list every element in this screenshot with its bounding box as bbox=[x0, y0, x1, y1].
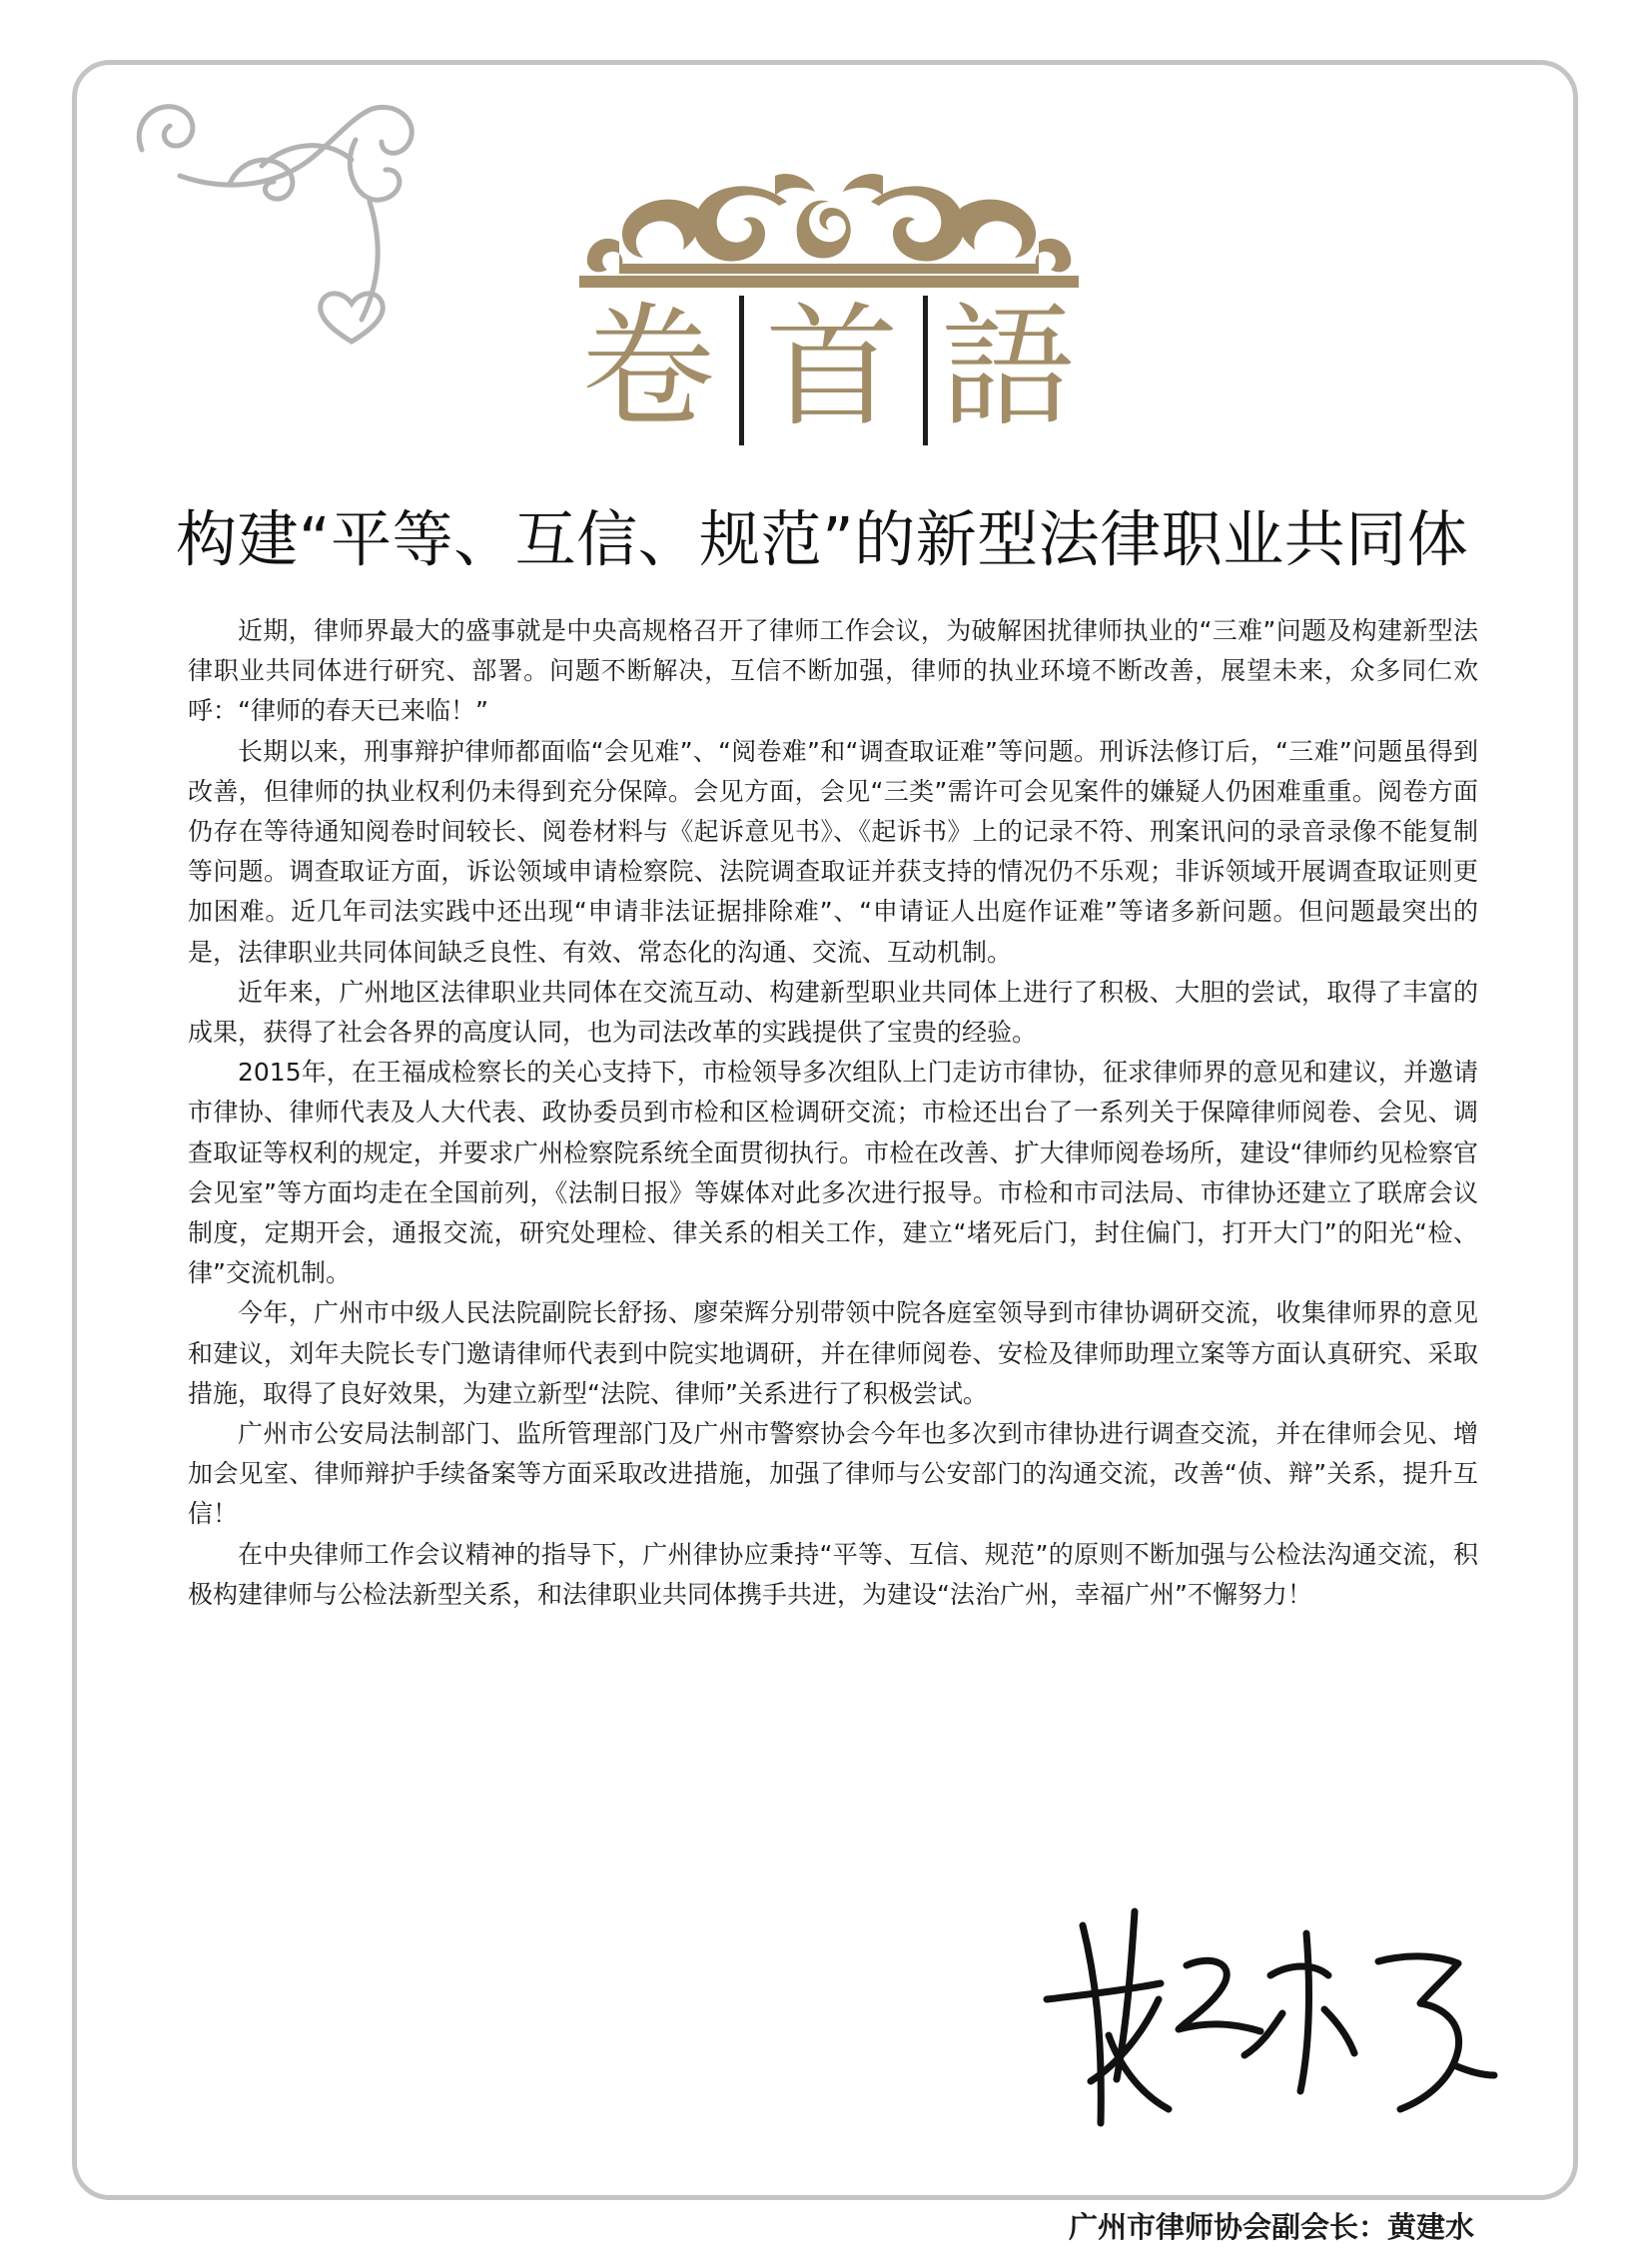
section-title-char: 卷 bbox=[581, 290, 716, 445]
crest-ornament-icon bbox=[579, 172, 1079, 290]
handwritten-signature bbox=[1039, 1903, 1498, 2143]
section-title bbox=[565, 290, 1093, 447]
article-headline: 构建“平等、互信、规范”的新型法律职业共同体 bbox=[176, 504, 1469, 575]
signer-title: 广州市律师协会副会长：黄建水 bbox=[1068, 2210, 1474, 2244]
article-body bbox=[188, 611, 1478, 1615]
body-paragraph: 在中央律师工作会议精神的指导下，广州律协应秉持“平等、互信、规范”的原则不断加强与公检法沟通交流，积极构建律师与公检法新型关系，和法律职业共同体携手共进，为建设“法治广州，幸福广州”不懈努力！ bbox=[188, 1539, 1478, 1609]
crest-underline-bar bbox=[579, 276, 1079, 288]
title-divider bbox=[739, 296, 744, 445]
body-paragraph: 近期，律师界最大的盛事就是中央高规格召开了律师工作会议，为破解困扰律师执业的“三难”问题及构建新型法律职业共同体进行研究、部署。问题不断解决，互信不断加强，律师的执业环境不断改善，展望未来，众多同仁欢呼：“律师的春天已来临！” bbox=[188, 616, 1478, 726]
body-paragraph: 广州市公安局法制部门、监所管理部门及广州市警察协会今年也多次到市律协进行调查交流，并在律师会见、增加会见室、律师辩护手续备案等方面采取改进措施，加强了律师与公安部门的沟通交流，改善“侦、辩”关系，提升互信！ bbox=[188, 1419, 1478, 1529]
body-paragraph: 今年，广州市中级人民法院副院长舒扬、廖荣辉分别带领中院各庭室领导到市律协调研交流，收集律师界的意见和建议，刘年夫院长专门邀请律师代表到中院实地调研，并在律师阅卷、安检及律师助理立案等方面认真研究、采取措施，取得了良好效果，为建立新型“法院、律师”关系进行了积极尝试。 bbox=[188, 1298, 1478, 1408]
section-title-char: 語 bbox=[941, 290, 1076, 445]
body-paragraph: 近年来，广州地区法律职业共同体在交流互动、构建新型职业共同体上进行了积极、大胆的尝试，取得了丰富的成果，获得了社会各界的高度认同，也为司法改革的实践提供了宝贵的经验。 bbox=[188, 977, 1478, 1048]
body-paragraph: 2015年，在王福成检察长的关心支持下，市检领导多次组队上门走访市律协，征求律师界的意见和建议，并邀请市律协、律师代表及人大代表、政协委员到市检和区检调研交流；市检还出台了一系列关于保障律师阅卷、会见、调查取证等权利的规定，并要求广州检察院系统全面贯彻执行。市检在改善、扩大律师阅卷场所，建设“律师约见检察官会见室”等方面均走在全国前列，《法制日报》等媒体对此多次进行报导。市检和市司法局、市律协还建立了联席会议制度，定期开会，通报交流，研究处理检、律关系的相关工作，建立“堵死后门，封住偏门，打开大门”的阳光“检、律”交流机制。 bbox=[188, 1058, 1478, 1288]
body-paragraph: 长期以来，刑事辩护律师都面临“会见难”、“阅卷难”和“调查取证难”等问题。刑诉法修订后，“三难”问题虽得到改善，但律师的执业权利仍未得到充分保障。会见方面，会见“三类”需许可会见案件的嫌疑人仍困难重重。阅卷方面仍存在等待通知阅卷时间较长、阅卷材料与《起诉意见书》、《起诉书》上的记录不符、刑案讯问的录音录像不能复制等问题。调查取证方面，诉讼领域申请检察院、法院调查取证并获支持的情况仍不乐观；非诉领域开展调查取证则更加困难。近几年司法实践中还出现“申请非法证据排除难”、“申请证人出庭作证难”等诸多新问题。但问题最突出的是，法律职业共同体间缺乏良性、有效、常态化的沟通、交流、互动机制。 bbox=[188, 736, 1478, 967]
title-divider bbox=[923, 296, 928, 445]
section-title-char: 首 bbox=[765, 290, 900, 445]
swirl-heart-ornament-icon bbox=[120, 80, 449, 360]
